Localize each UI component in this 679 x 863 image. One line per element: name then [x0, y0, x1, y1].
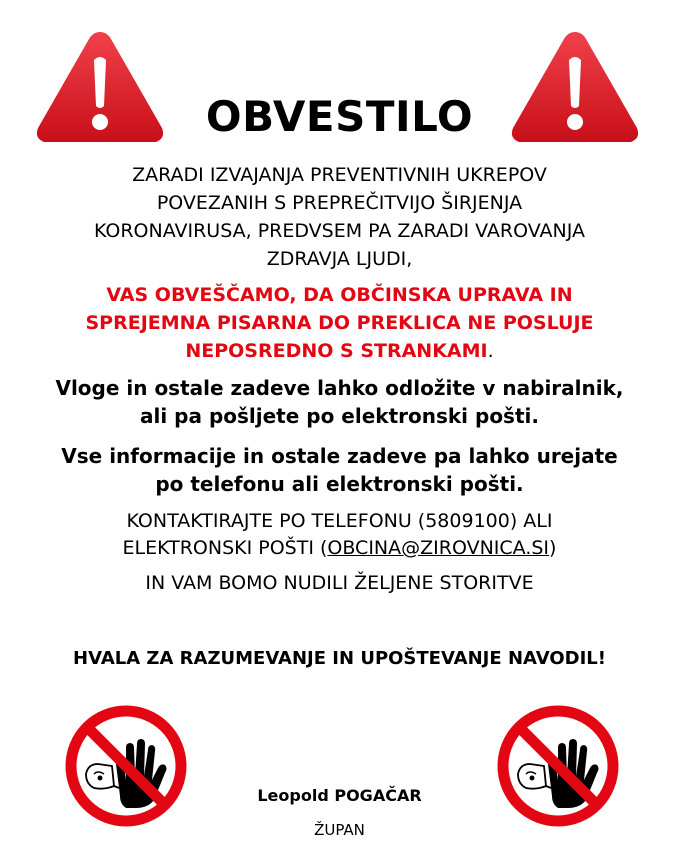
info-line-2: po telefonu ali elektronski pošti. [155, 472, 524, 496]
red-notice-line-1: VAS OBVEŠČAMO, DA OBČINSKA UPRAVA IN [106, 284, 573, 306]
contact-line-2-prefix: ELEKTRONSKI POŠTI ( [122, 537, 328, 559]
notice-title: OBVESTILO [205, 92, 474, 141]
thanks-line: HVALA ZA RAZUMEVANJE IN UPOŠTEVANJE NAVODIL! [73, 648, 606, 669]
service-line: IN VAM BOMO NUDILI ŽELJENE STORITVE [145, 572, 534, 594]
mailbox-line-1: Vloge in ostale zadeve lahko odložite v nabiralnik, [55, 376, 624, 400]
red-notice-line-3 [0, 340, 679, 362]
intro-line-1: ZARADI IZVAJANJA PREVENTIVNIH UKREPOV [132, 164, 547, 186]
red-notice-period: . [487, 340, 494, 362]
red-notice-line-3-text: NEPOSREDNO S STRANKAMI [185, 340, 488, 362]
intro-line-2: POVEZANIH S PREPREČITVIJO ŠIRJENJA [156, 192, 523, 214]
red-notice-line-2: SPREJEMNA PISARNA DO PREKLICA NE POSLUJE [85, 312, 594, 334]
contact-line-2-suffix: ) [549, 537, 557, 559]
contact-email-link[interactable]: OBCINA@ZIROVNICA.SI [327, 537, 550, 559]
intro-line-4: ZDRAVJA LJUDI, [266, 248, 413, 270]
no-entry-hand-icon [64, 704, 188, 828]
intro-line-3: KORONAVIRUSA, PREDVSEM PA ZARADI VAROVANJA [93, 220, 586, 242]
info-line-1: Vse informacije in ostale zadeve pa lahko urejate [61, 444, 618, 468]
no-entry-hand-icon [496, 704, 620, 828]
signature-name: Leopold POGAČAR [257, 786, 422, 805]
signature-title: ŽUPAN [314, 821, 365, 839]
contact-line-1: KONTAKTIRAJTE PO TELEFONU (5809100) ALI [126, 510, 553, 532]
contact-line-2 [0, 537, 679, 559]
mailbox-line-2: ali pa pošljete po elektronski pošti. [140, 404, 539, 428]
